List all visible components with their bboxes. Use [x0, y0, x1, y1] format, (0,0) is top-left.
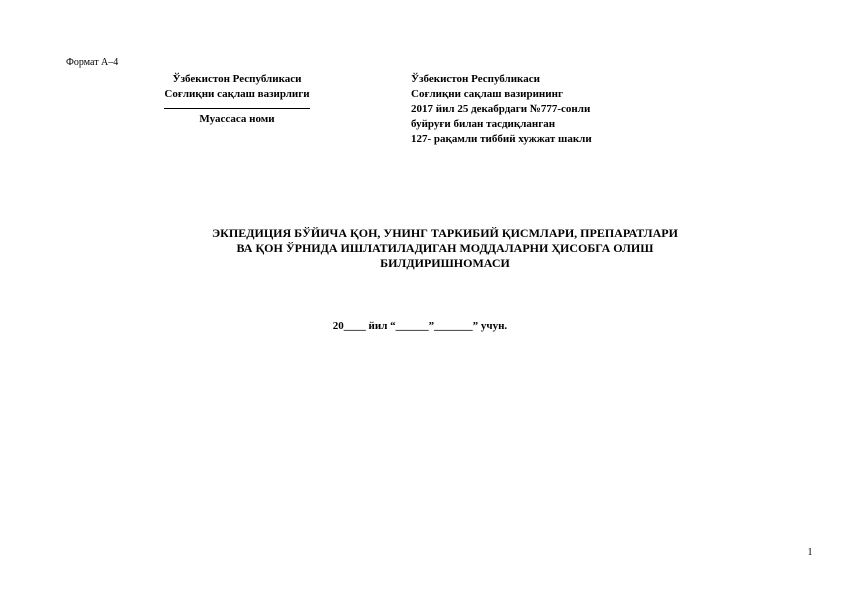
title-line-2: ВА ҚОН ЎРНИДА ИШЛАТИЛАДИГАН МОДДАЛАРНИ ҲИСОБГА ОЛИШ	[236, 241, 654, 255]
page-number: 1	[807, 547, 813, 558]
institution-name-label: Муассаса номи	[199, 113, 275, 125]
left-ministry-line: Соғлиқни сақлаш вазирлиги	[164, 88, 310, 100]
header-right-block	[411, 72, 671, 147]
right-header-line-4: буйруғи билан тасдиқланган	[411, 118, 556, 130]
right-header-line-1: Ўзбекистон Республикаси	[411, 73, 540, 85]
institution-blank-line	[164, 108, 310, 109]
header-left-block	[116, 72, 358, 127]
title-line-3: БИЛДИРИШНОМАСИ	[380, 256, 510, 270]
document-title	[150, 226, 740, 271]
right-header-line-3: 2017 йил 25 декабрдаги №777-сонли	[411, 103, 591, 115]
format-label: Формат А–4	[66, 57, 119, 68]
title-line-1: ЭКПЕДИЦИЯ БЎЙИЧА ҚОН, УНИНГ ТАРКИБИЙ ҚИСМЛАРИ, ПРЕПАРАТЛАРИ	[212, 226, 678, 240]
right-header-line-5: 127- рақамли тиббий хужжат шакли	[411, 133, 592, 145]
left-republic-line: Ўзбекистон Республикаси	[172, 73, 302, 85]
right-header-line-2: Соғлиқни сақлаш вазирининг	[411, 88, 563, 100]
period-line: 20____ йил “______”_______” учун.	[332, 320, 508, 332]
